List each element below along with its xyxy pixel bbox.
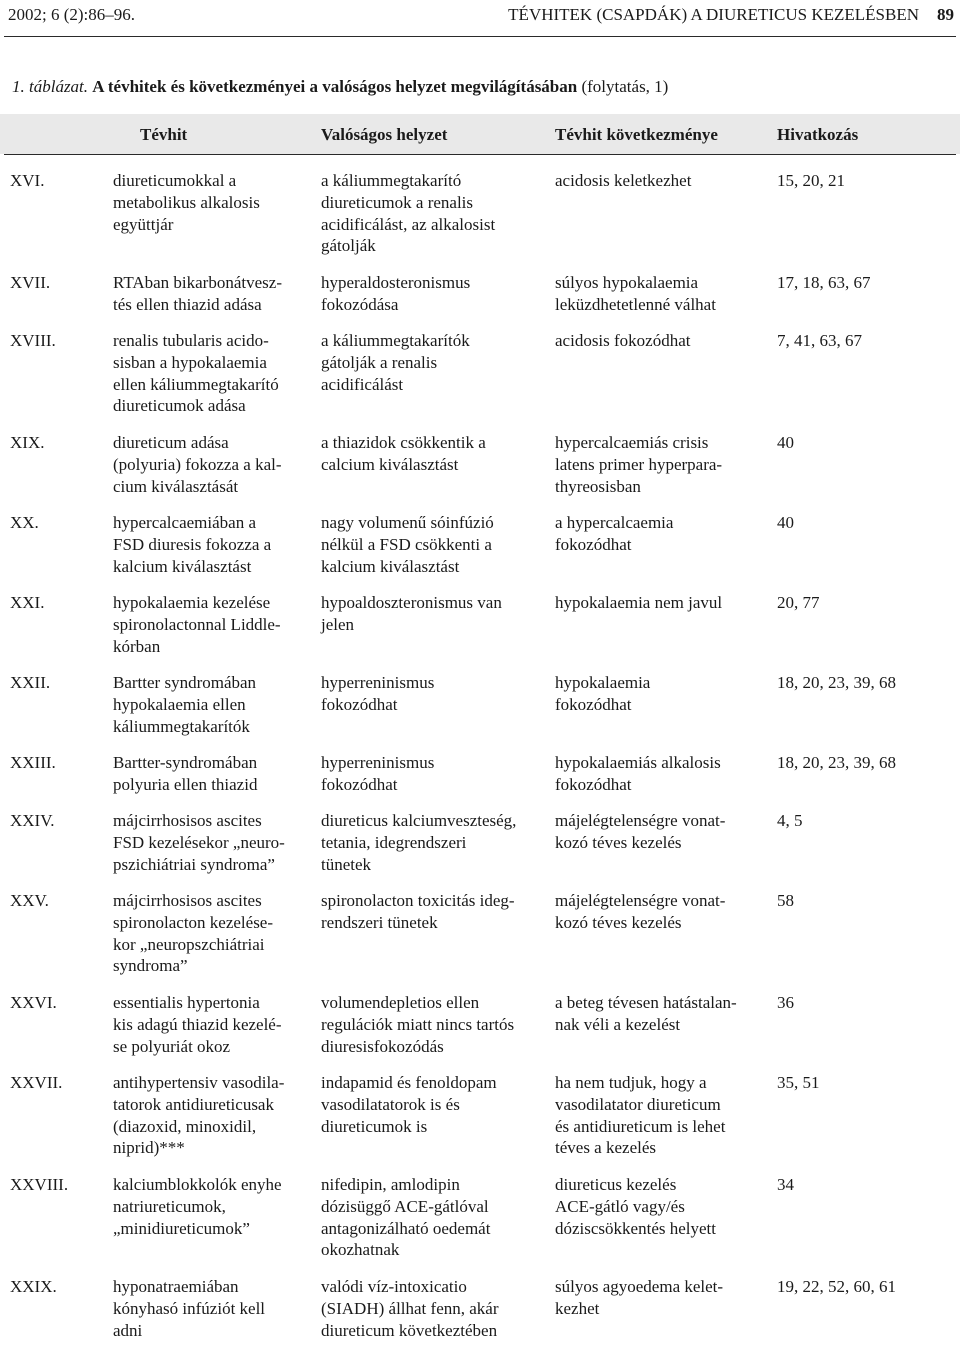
myth-cell: májcirrhosisos ascites spironolacton kezelése- kor „neuropszchiátriai syndroma” — [113, 891, 274, 976]
reality-cell: hyperreninismus fokozódhat — [321, 753, 435, 794]
row-number: XXVIII. — [10, 1175, 69, 1194]
row-number: XVIII. — [10, 331, 56, 350]
table-body — [0, 170, 960, 1344]
consequence-cell: acidosis fokozódhat — [555, 331, 691, 350]
row-number: XXI. — [10, 593, 45, 612]
reality-cell: indapamid és fenoldopam vasodilatatorok is és diureticumok is — [321, 1073, 497, 1136]
reality-cell: volumendepletios ellen regulációk miatt nincs tartós diuresisfokozódás — [321, 993, 515, 1056]
column-header-reference: Hivatkozás — [777, 125, 859, 144]
consequence-cell: májelégtelenségre vonat- kozó téves kezelés — [555, 811, 726, 852]
journal-citation: 2002; 6 (2):86–96. — [8, 5, 136, 24]
reference-cell: 19, 22, 52, 60, 61 — [777, 1277, 896, 1296]
consequence-cell: acidosis keletkezhet — [555, 171, 692, 190]
row-number: XXV. — [10, 891, 49, 910]
table-header — [0, 114, 960, 154]
table-caption — [12, 76, 668, 98]
reference-cell: 17, 18, 63, 67 — [777, 273, 871, 292]
myth-cell: kalciumblokkolók enyhe natriureticumok, „minidiureticumok” — [113, 1175, 282, 1238]
row-number: XXIX. — [10, 1277, 57, 1296]
reality-cell: hyperaldosteronismus fokozódása — [321, 273, 471, 314]
myth-cell: hyponatraemiában kónyhasó infúziót kell adni — [113, 1277, 266, 1340]
column-header-consequence: Tévhit következménye — [555, 125, 718, 144]
consequence-cell: májelégtelenségre vonat- kozó téves kezelés — [555, 891, 726, 932]
consequence-cell: a beteg tévesen hatástalan- nak véli a kezelést — [555, 993, 737, 1034]
reality-cell: a káliummegtakarítók gátolják a renalis acidificálást — [321, 331, 470, 394]
column-header-myth: Tévhit — [140, 125, 188, 144]
table-row — [0, 1276, 960, 1344]
table-row — [0, 810, 960, 890]
table-row — [0, 330, 960, 432]
table-row — [0, 432, 960, 512]
table-row — [0, 752, 960, 810]
reference-cell: 15, 20, 21 — [777, 171, 845, 190]
row-number: XVII. — [10, 273, 51, 292]
myth-cell: hypercalcaemiában a FSD diuresis fokozza a kalcium kiválasztást — [113, 513, 272, 576]
consequence-cell: diureticus kezelés ACE-gátló vagy/és dóziscsökkentés helyett — [555, 1175, 716, 1238]
reality-cell: spironolacton toxicitás ideg- rendszeri tünetek — [321, 891, 515, 932]
myth-cell: RTAban bikarbonátvesz- tés ellen thiazid adása — [113, 273, 282, 314]
column-header-reality: Valóságos helyzet — [321, 125, 448, 144]
reference-cell: 36 — [777, 993, 794, 1012]
table-row — [0, 1072, 960, 1174]
reference-cell: 20, 77 — [777, 593, 820, 612]
running-header — [8, 4, 954, 26]
reality-cell: valódi víz-intoxicatio (SIADH) állhat fenn, akár diureticum következtében — [321, 1277, 499, 1340]
row-number: XXVI. — [10, 993, 57, 1012]
header-rule — [4, 36, 956, 37]
consequence-cell: hypokalaemia fokozódhat — [555, 673, 651, 714]
reference-cell: 40 — [777, 513, 794, 532]
row-number: XVI. — [10, 171, 45, 190]
row-number: XXIII. — [10, 753, 56, 772]
reference-cell: 4, 5 — [777, 811, 803, 830]
reference-cell: 35, 51 — [777, 1073, 820, 1092]
myth-cell: májcirrhosisos ascites FSD kezelésekor „neuro- pszichiátriai syndroma” — [113, 811, 285, 874]
reference-cell: 58 — [777, 891, 794, 910]
running-title-text: TÉVHITEK (CSAPDÁK) A DIURETICUS KEZELÉSBEN — [508, 5, 919, 24]
myth-cell: diureticumokkal a metabolikus alkalosis együttjár — [113, 171, 260, 234]
row-number: XX. — [10, 513, 39, 532]
reality-cell: nifedipin, amlodipin dózisüggő ACE-gátlóval antagonizálható oedemát okozhatnak — [321, 1175, 491, 1260]
reality-cell: a thiazidok csökkentik a calcium kiválasztást — [321, 433, 486, 474]
consequence-cell: hypercalcaemiás crisis latens primer hyperpara- thyreosisban — [555, 433, 723, 496]
table-continuation: (folytatás, 1) — [581, 77, 669, 96]
row-number: XXVII. — [10, 1073, 63, 1092]
myth-cell: essentialis hypertonia kis adagú thiazid kezelé- se polyuriát okoz — [113, 993, 282, 1056]
table-row — [0, 1174, 960, 1276]
table-title: A tévhitek és következményei a valóságos helyzet megvilágításában — [92, 77, 578, 96]
reality-cell: a káliummegtakarító diureticumok a renalis acidificálást, az alkalosist gátolják — [321, 171, 496, 256]
table-row — [0, 992, 960, 1072]
table-row — [0, 272, 960, 330]
consequence-cell: ha nem tudjuk, hogy a vasodilatator diureticum és antidiureticum is lehet téves a kezelés — [555, 1073, 726, 1158]
reality-cell: diureticus kalciumveszteség, tetania, idegrendszeri tünetek — [321, 811, 517, 874]
table-number: 1. táblázat. — [12, 77, 89, 96]
table-row — [0, 890, 960, 992]
reality-cell: hypoaldoszteronismus van jelen — [321, 593, 502, 634]
page-number: 89 — [937, 5, 954, 24]
myth-cell: Bartter syndromában hypokalaemia ellen káliummegtakarítók — [113, 673, 257, 736]
table-row — [0, 170, 960, 272]
row-number: XXII. — [10, 673, 51, 692]
consequence-cell: hypokalaemia nem javul — [555, 593, 723, 612]
consequence-cell: a hypercalcaemia fokozódhat — [555, 513, 674, 554]
reference-cell: 40 — [777, 433, 794, 452]
myth-cell: Bartter-syndromában polyuria ellen thiazid — [113, 753, 258, 794]
reference-cell: 34 — [777, 1175, 794, 1194]
consequence-cell: súlyos agyoedema kelet- kezhet — [555, 1277, 724, 1318]
reality-cell: nagy volumenű sóinfúzió nélkül a FSD csökkenti a kalcium kiválasztást — [321, 513, 494, 576]
consequence-cell: súlyos hypokalaemia leküzdhetetlenné válhat — [555, 273, 716, 314]
row-number: XIX. — [10, 433, 45, 452]
table-row — [0, 592, 960, 672]
myth-cell: renalis tubularis acido- sisban a hypokalaemia ellen káliummegtakarító diureticumok adása — [113, 331, 279, 416]
reference-cell: 7, 41, 63, 67 — [777, 331, 862, 350]
reality-cell: hyperreninismus fokozódhat — [321, 673, 435, 714]
row-number: XXIV. — [10, 811, 55, 830]
table-row — [0, 512, 960, 592]
consequence-cell: hypokalaemiás alkalosis fokozódhat — [555, 753, 721, 794]
myth-cell: diureticum adása (polyuria) fokozza a kal- cium kiválasztását — [113, 433, 282, 496]
reference-cell: 18, 20, 23, 39, 68 — [777, 673, 896, 692]
reference-cell: 18, 20, 23, 39, 68 — [777, 753, 896, 772]
running-title — [508, 4, 954, 26]
header-bottom-rule — [4, 154, 956, 155]
table-row — [0, 672, 960, 752]
myth-cell: antihypertensiv vasodila- tatorok antidiureticusak (diazoxid, minoxidil, niprid)*** — [113, 1073, 285, 1158]
myth-cell: hypokalaemia kezelése spironolactonnal Liddle- kórban — [113, 593, 281, 656]
